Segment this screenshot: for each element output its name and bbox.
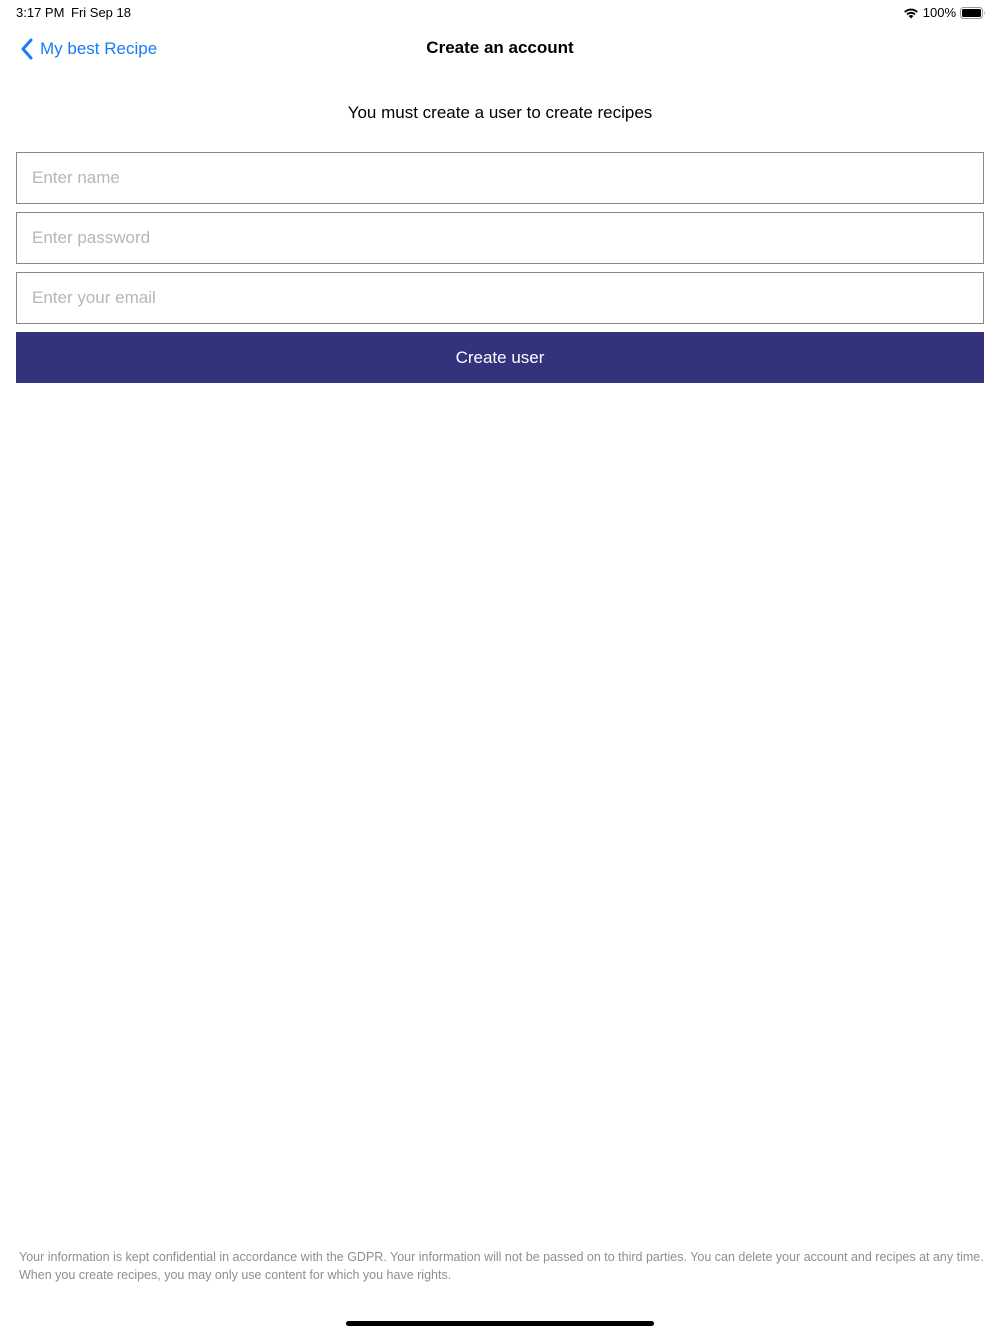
status-date: Fri Sep 18: [71, 5, 131, 20]
create-user-button[interactable]: Create user: [16, 332, 984, 383]
email-field-container: [16, 272, 984, 324]
wifi-icon: [903, 6, 919, 18]
status-time: 3:17 PM: [16, 5, 65, 20]
email-input[interactable]: [17, 273, 983, 323]
home-indicator[interactable]: [346, 1321, 654, 1326]
status-indicators: [903, 4, 986, 20]
status-bar: [0, 0, 1000, 24]
password-field-container: [16, 212, 984, 264]
password-input[interactable]: [17, 213, 983, 263]
navigation-bar: [0, 24, 1000, 74]
gdpr-disclaimer: Your information is kept confidential in accordance with the GDPR. Your information will not be passed on to third parties. You can delete your account and recipes at any time. When you create recipes, you may only use content for which you have rights.: [19, 1250, 984, 1282]
name-field-container: [16, 152, 984, 204]
page-title: Create an account: [426, 38, 574, 57]
name-input[interactable]: [17, 153, 983, 203]
back-button-label: My best Recipe: [40, 39, 158, 58]
battery-icon: [960, 6, 986, 18]
form-instruction: You must create a user to create recipes: [347, 103, 653, 122]
battery-percent: 100%: [922, 4, 956, 20]
